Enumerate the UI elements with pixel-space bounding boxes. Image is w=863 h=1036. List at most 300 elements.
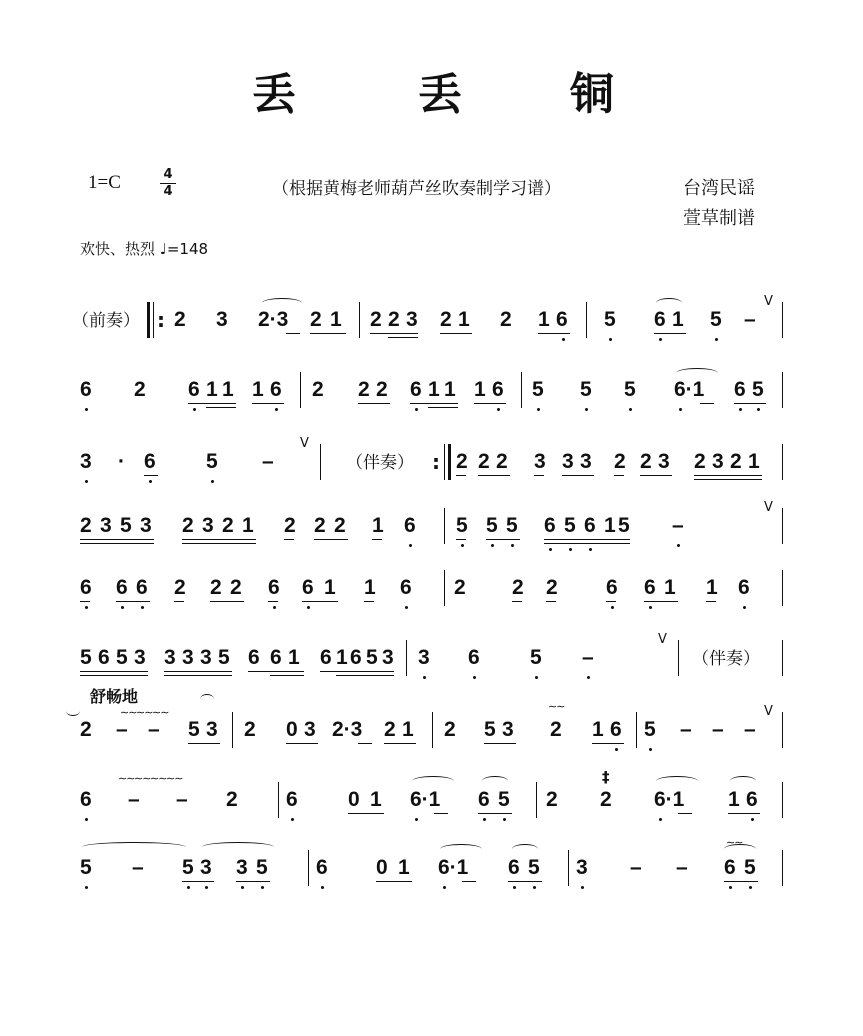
bar-line <box>359 302 360 338</box>
note: 3 <box>134 646 146 669</box>
underline <box>410 403 458 404</box>
underline <box>678 813 692 814</box>
underline <box>182 881 214 882</box>
low-dot <box>503 818 506 821</box>
underline <box>654 333 686 334</box>
note: 5 <box>498 788 510 811</box>
underline <box>80 601 90 602</box>
note: 0 <box>286 718 298 741</box>
note: 2 <box>384 718 396 741</box>
note: 6 <box>508 856 520 879</box>
note: 2 <box>546 576 558 599</box>
low-dot <box>85 480 88 483</box>
underline <box>434 813 448 814</box>
score-line-5 <box>0 570 863 630</box>
underline <box>724 881 758 882</box>
underline <box>388 337 418 338</box>
note: 6 <box>544 514 556 537</box>
note: 2 <box>614 450 626 473</box>
underline <box>206 407 236 408</box>
underline <box>144 475 158 476</box>
note: 6 <box>478 788 490 811</box>
note: 2 <box>244 718 256 741</box>
trill-line: ∼∼ <box>120 706 137 719</box>
score-line-9 <box>0 836 863 910</box>
underline <box>336 675 394 676</box>
note: – <box>582 646 594 669</box>
note: 2 <box>478 450 490 473</box>
note: 5 <box>644 718 656 741</box>
bar-line <box>444 444 445 480</box>
underline <box>164 671 232 672</box>
note: 6·1 <box>654 788 685 811</box>
breath-mark: V <box>300 436 309 451</box>
low-dot <box>679 408 682 411</box>
trill-line: ∼∼ <box>166 772 183 785</box>
low-dot <box>241 886 244 889</box>
low-dot <box>533 886 536 889</box>
low-dot <box>562 338 565 341</box>
note: 6 <box>270 646 282 669</box>
low-dot <box>121 606 124 609</box>
note: 2·3 <box>258 308 289 331</box>
note: 1 <box>324 576 336 599</box>
slur <box>656 298 682 308</box>
bar-line <box>521 372 522 408</box>
low-dot <box>739 408 742 411</box>
note: 5 <box>456 514 468 537</box>
note: 2 <box>512 576 524 599</box>
underline <box>310 333 346 334</box>
note: 2 <box>174 308 186 331</box>
note: 5 <box>486 514 498 537</box>
note: 5 <box>366 646 378 669</box>
underline <box>80 539 154 540</box>
dash: – <box>712 718 724 741</box>
note: 6 <box>404 514 416 537</box>
low-dot <box>659 338 662 341</box>
note: 6 <box>654 308 666 331</box>
low-dot <box>615 748 618 751</box>
low-dot <box>511 544 514 547</box>
underline <box>534 475 544 476</box>
dash: – <box>148 718 160 741</box>
note: 3 <box>236 856 248 879</box>
bar-line <box>232 712 233 748</box>
note: 2 <box>456 450 468 473</box>
note: 6 <box>302 576 314 599</box>
note: 5 <box>256 856 268 879</box>
sharp-mark: ‡ <box>602 768 609 786</box>
low-dot <box>85 886 88 889</box>
low-dot <box>589 548 592 551</box>
note: 2 <box>600 788 612 811</box>
transcriber-credit: 萱草制谱 <box>683 208 755 229</box>
dash: – <box>128 788 140 811</box>
underline <box>348 813 384 814</box>
underline <box>640 475 672 476</box>
low-dot <box>649 748 652 751</box>
note: 2 <box>284 514 296 537</box>
score-line-7 <box>0 687 863 772</box>
dash: – <box>132 856 144 879</box>
trill-line: ∼∼ <box>136 706 153 719</box>
title-char-2: 丢 <box>418 69 462 120</box>
note: 5 <box>116 646 128 669</box>
underline <box>428 407 458 408</box>
low-dot <box>611 606 614 609</box>
note: 6 <box>320 646 332 669</box>
tie <box>82 842 186 852</box>
low-dot <box>743 606 746 609</box>
note: 2 <box>546 788 558 811</box>
note: 2 <box>454 576 466 599</box>
note: 2 <box>222 514 234 537</box>
low-dot <box>261 886 264 889</box>
note: 5 <box>506 514 518 537</box>
low-dot <box>751 818 754 821</box>
underline <box>478 475 510 476</box>
song-title <box>0 58 863 118</box>
low-dot <box>205 886 208 889</box>
bar-line <box>536 782 537 818</box>
time-top: 4 <box>163 167 173 182</box>
note: 5 <box>532 378 544 401</box>
note: 2 <box>174 576 186 599</box>
underline <box>248 671 304 672</box>
key-signature: 1=C <box>88 172 121 193</box>
note: 6 <box>136 576 148 599</box>
low-dot <box>535 676 538 679</box>
note: 6 <box>410 378 422 401</box>
note: 3 <box>182 646 194 669</box>
time-signature <box>160 168 176 199</box>
note: 2 <box>370 308 382 331</box>
note: 2 <box>358 378 370 401</box>
note: 6 <box>80 378 92 401</box>
note: 6 <box>316 856 328 879</box>
underline <box>286 333 300 334</box>
note: 6 <box>746 788 758 811</box>
note: 6 <box>606 576 618 599</box>
note: 6 <box>584 514 596 537</box>
note: 1 <box>242 514 254 537</box>
low-dot <box>85 818 88 821</box>
underline <box>592 743 624 744</box>
note: 5 <box>624 378 636 401</box>
title-char-1: 丢 <box>252 69 296 120</box>
note: 0 <box>348 788 360 811</box>
bar-line <box>586 302 587 338</box>
note: 1 <box>538 308 550 331</box>
note: 3 <box>200 646 212 669</box>
underline <box>456 539 466 540</box>
underline <box>376 881 412 882</box>
note: 6 <box>724 856 736 879</box>
underline <box>538 333 570 334</box>
note: 0 <box>376 856 388 879</box>
note: 5 <box>752 378 764 401</box>
underline <box>80 675 148 676</box>
note: 6 <box>350 646 362 669</box>
low-dot <box>581 886 584 889</box>
underline <box>544 539 630 540</box>
breath-mark: V <box>658 632 667 647</box>
note: 1 <box>592 718 604 741</box>
accompaniment-label-2: （伴奏） <box>692 649 760 669</box>
note: 2 <box>334 514 346 537</box>
note: 6 <box>468 646 480 669</box>
underline <box>252 403 284 404</box>
note: 1 <box>706 576 718 599</box>
note: 2 <box>230 576 242 599</box>
underline <box>164 675 232 676</box>
mordent-mark: ∼∼ <box>548 700 565 713</box>
score-line-3 <box>0 436 863 504</box>
underline <box>80 671 148 672</box>
note: 3 <box>502 718 514 741</box>
low-dot <box>193 408 196 411</box>
note: 2 <box>730 450 742 473</box>
note: 1 <box>252 378 264 401</box>
note: 6 <box>556 308 568 331</box>
underline <box>284 539 294 540</box>
underline <box>462 881 476 882</box>
note: 1 <box>364 576 376 599</box>
slur <box>482 776 508 786</box>
dash: – <box>744 718 756 741</box>
low-dot <box>273 606 276 609</box>
prelude-label: （前奏） <box>72 311 140 331</box>
low-dot <box>187 886 190 889</box>
note: 3 <box>202 514 214 537</box>
slur <box>440 844 482 854</box>
low-dot <box>549 548 552 551</box>
note: 2 <box>640 450 652 473</box>
dash: – <box>630 856 642 879</box>
bar-line <box>444 570 445 606</box>
bar-line <box>782 640 783 676</box>
note: 5 <box>580 378 592 401</box>
note: 6 <box>268 576 280 599</box>
underline <box>182 543 256 544</box>
dash: – <box>176 788 188 811</box>
dash: – <box>116 718 128 741</box>
underline <box>644 601 678 602</box>
bar-line <box>782 372 783 408</box>
bar-line <box>782 712 783 748</box>
note: 6 <box>400 576 412 599</box>
note: 6 <box>248 646 260 669</box>
note: 5 <box>206 450 218 473</box>
score-line-4 <box>0 500 863 568</box>
bar-line <box>278 782 279 818</box>
breath-mark: V <box>764 500 773 515</box>
expression-marking: 舒畅地 <box>90 687 139 706</box>
note: 1 <box>370 788 382 811</box>
note: 2 <box>694 450 706 473</box>
accompaniment-label: （伴奏） <box>346 453 414 473</box>
score-line-2 <box>0 372 863 432</box>
note: 1 <box>398 856 410 879</box>
note: 2 <box>134 378 146 401</box>
underline <box>706 601 716 602</box>
underline <box>358 743 372 744</box>
low-dot <box>321 886 324 889</box>
underline <box>474 403 506 404</box>
low-dot <box>415 818 418 821</box>
score-line-8 <box>0 768 863 842</box>
underline <box>358 403 390 404</box>
note: 5 <box>710 308 722 331</box>
bar-line <box>782 302 783 338</box>
underline <box>320 671 394 672</box>
underline <box>268 601 278 602</box>
dash: – <box>676 856 688 879</box>
low-dot <box>405 606 408 609</box>
low-dot <box>409 544 412 547</box>
underline <box>694 475 762 476</box>
note: 2 <box>80 514 92 537</box>
origin-credit: 台湾民谣 <box>683 178 755 199</box>
score-line-1 <box>0 294 863 362</box>
note: 1 <box>288 646 300 669</box>
bar-line <box>320 444 321 480</box>
repeat-dots: : <box>157 308 165 332</box>
note: – <box>672 514 684 537</box>
note: 5 <box>80 646 92 669</box>
underline <box>440 333 472 334</box>
note: 2 <box>496 450 508 473</box>
note: 1 <box>444 378 456 401</box>
note: 3 <box>658 450 670 473</box>
note: 6 <box>188 378 200 401</box>
note: 1 <box>402 718 414 741</box>
underline <box>512 601 522 602</box>
note: 6 <box>738 576 750 599</box>
breath-mark: V <box>764 704 773 719</box>
note: 6·1 <box>438 856 469 879</box>
note: 3 <box>206 718 218 741</box>
note: 6 <box>144 450 156 473</box>
note: 3 <box>580 450 592 473</box>
dot-mark: · <box>118 450 125 473</box>
tie-in <box>66 706 80 716</box>
note: 5 <box>528 856 540 879</box>
note: 2 <box>550 718 562 741</box>
source-note: （根据黄梅老师葫芦丝吹奏制学习谱） <box>272 179 561 199</box>
tempo-marking: 欢快、热烈 ♩=148 <box>80 240 209 258</box>
underline <box>486 539 520 540</box>
note: 5 <box>744 856 756 879</box>
note: 6 <box>270 378 282 401</box>
note: 1 <box>672 308 684 331</box>
note: 2 <box>210 576 222 599</box>
low-dot <box>275 408 278 411</box>
low-dot <box>423 676 426 679</box>
note: 2 <box>226 788 238 811</box>
low-dot <box>307 606 310 609</box>
underline <box>236 881 270 882</box>
slur <box>262 298 302 308</box>
slur <box>676 368 718 378</box>
note: 3 <box>576 856 588 879</box>
low-dot <box>291 818 294 821</box>
low-dot <box>757 408 760 411</box>
note: 3 <box>80 450 92 473</box>
mordent-mark: ∼∼ <box>726 836 743 849</box>
dash: – <box>744 308 756 331</box>
note: 6 <box>610 718 622 741</box>
underline <box>734 403 766 404</box>
note: 5 <box>530 646 542 669</box>
bar-line <box>444 508 445 544</box>
note: 3 <box>418 646 430 669</box>
note: 5 <box>564 514 576 537</box>
repeat-start-bar <box>448 444 451 480</box>
repeat-start-bar <box>147 302 150 338</box>
underline <box>728 813 760 814</box>
low-dot <box>149 480 152 483</box>
repeat-dots: : <box>432 450 440 474</box>
underline <box>614 475 624 476</box>
underline <box>372 539 382 540</box>
low-dot <box>211 480 214 483</box>
note: 6 <box>644 576 656 599</box>
underline <box>286 743 318 744</box>
bar-line <box>308 850 309 886</box>
note: 5 <box>604 308 616 331</box>
note: 2 <box>314 514 326 537</box>
note: 3 <box>712 450 724 473</box>
note: 2 <box>182 514 194 537</box>
note: 1 <box>474 378 486 401</box>
underline <box>188 403 236 404</box>
note: 6 <box>116 576 128 599</box>
underline <box>314 539 348 540</box>
note: 6 <box>80 576 92 599</box>
note: 1 <box>372 514 384 537</box>
low-dot <box>629 408 632 411</box>
note: 5 <box>120 514 132 537</box>
note: 3 <box>216 308 228 331</box>
low-dot <box>749 886 752 889</box>
low-dot <box>659 818 662 821</box>
note: 6 <box>286 788 298 811</box>
note: 2 <box>310 308 322 331</box>
title-char-3: 铜 <box>570 69 614 120</box>
underline <box>174 601 184 602</box>
note: 1 <box>748 450 760 473</box>
note: 3 <box>382 646 394 669</box>
slur <box>512 844 538 854</box>
note: 5 <box>484 718 496 741</box>
underline <box>508 881 542 882</box>
underline <box>384 743 416 744</box>
note: 5 <box>80 856 92 879</box>
note: 2 <box>388 308 400 331</box>
note: 5 <box>218 646 230 669</box>
note: 3 <box>534 450 546 473</box>
note: 2 <box>80 718 92 741</box>
note: 2 <box>312 378 324 401</box>
low-dot <box>461 544 464 547</box>
trill-line: ∼∼ <box>118 772 135 785</box>
underline <box>562 475 594 476</box>
underline <box>606 601 616 602</box>
trill-line: ∼∼ <box>134 772 151 785</box>
bar-line <box>568 850 569 886</box>
